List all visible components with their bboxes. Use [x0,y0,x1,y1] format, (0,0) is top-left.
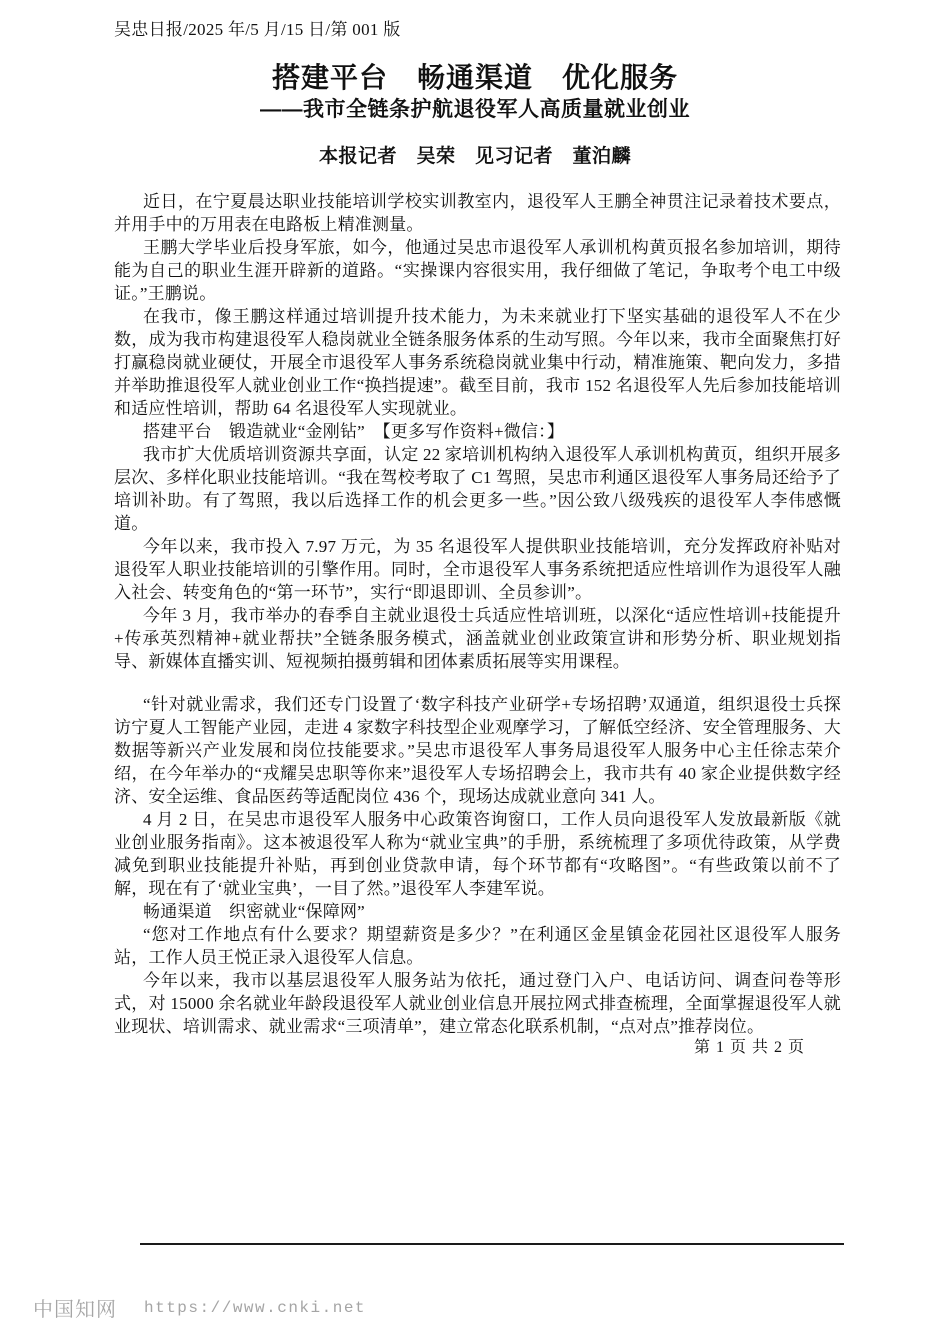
watermark [33,1293,366,1322]
article-byline: 本报记者 吴荣 见习记者 董泊麟 [318,146,631,167]
divider-line [140,1243,844,1245]
section-subhead: 搭建平台 锻造就业“金刚钻” 【更多写作资料+微信：】 [143,422,565,441]
body-paragraph: 4 月 2 日，在吴忠市退役军人服务中心政策咨询窗口，工作人员向退役军人发放最新版《就业创业服务指南》。这本被退役军人称为“就业宝典”的手册，系统梳理了多项优待政策，从学费减免到职业技能提升补贴，再到创业贷款申请，每个环节都有“攻略图”。“有些政策以前不了解，现在有了‘就业宝典’，一目了然。”退役军人李建军说。 [114,810,841,898]
body-paragraph: 我市扩大优质培训资源共享面，认定 22 家培训机构纳入退役军人承训机构黄页，组织开展多层次、多样化职业技能培训。“我在驾校考取了 C1 驾照，吴忠市利通区退役军人事务局还给予了培训补助。有了驾照，我以后选择工作的机会更多一些。”因公致八级残疾的退役军人李伟感慨道。 [114,445,841,533]
body-paragraph: 今年以来，我市以基层退役军人服务站为依托，通过登门入户、电话访问、调查问卷等形式，对 15000 余名就业年龄段退役军人就业创业信息开展拉网式排查梳理，全面掌握退役军人就业现状、培训需求、就业需求“三项清单”，建立常态化联系机制，“点对点”推荐岗位。 [114,971,841,1036]
cnki-brand-text: 中国知网 [33,1299,117,1321]
article-title: 搭建平台 畅通渠道 优化服务 [271,62,678,93]
body-paragraph: 今年 3 月，我市举办的春季自主就业退役士兵适应性培训班，以深化“适应性培训+技能提升+传承英烈精神+就业帮扶”全链条服务模式，涵盖就业创业政策宣讲和形势分析、职业规划指导、新媒体直播实训、短视频拍摄剪辑和团体素质拓展等实用课程。 [114,606,841,671]
body-paragraph: 近日，在宁夏晨达职业技能培训学校实训教室内，退役军人王鹏全神贯注记录着技术要点，并用手中的万用表在电路板上精准测量。 [114,192,841,234]
body-paragraph: 今年以来，我市投入 7.97 万元，为 35 名退役军人提供职业技能培训，充分发挥政府补贴对退役军人职业技能培训的引擎作用。同时，全市退役军人事务系统把适应性培训作为退役军人融入社会、转变角色的“第一环节”，实行“即退即训、全员参训”。 [114,537,841,602]
body-paragraph: “您对工作地点有什么要求？期望薪资是多少？”在利通区金星镇金花园社区退役军人服务站，工作人员王悦正录入退役军人信息。 [114,925,841,967]
article-body [114,190,841,1038]
body-paragraph: 在我市，像王鹏这样通过培训提升技术能力，为未来就业打下坚实基础的退役军人不在少数，成为我市构建退役军人稳岗就业全链条服务体系的生动写照。今年以来，我市全面聚焦打好打赢稳岗就业硬仗，开展全市退役军人事务系统稳岗就业集中行动，精准施策、靶向发力，多措并举助推退役军人就业创业工作“换挡提速”。截至目前，我市 152 名退役军人先后参加技能培训和适应性培训，帮助 64 名退役军人实现就业。 [114,307,841,418]
body-paragraph: 王鹏大学毕业后投身军旅，如今，他通过吴忠市退役军人承训机构黄页报名参加培训，期待能为自己的职业生涯开辟新的道路。“实操课内容很实用，我仔细做了笔记，争取考个电工中级证。”王鹏说。 [114,238,841,303]
section-subhead: 畅通渠道 织密就业“保障网” [143,902,365,921]
article-subtitle: ——我市全链条护航退役军人高质量就业创业 [260,98,690,121]
page-number: 第 1 页 共 2 页 [693,1039,805,1056]
body-paragraph: “针对就业需求，我们还专门设置了‘数字科技产业研学+专场招聘’双通道，组织退役士兵探访宁夏人工智能产业园，走进 4 家数字科技型企业观摩学习，了解低空经济、安全管理服务、大数据等新兴产业发展和岗位技能要求。”吴忠市退役军人事务局退役军人服务中心主任徐志荣介绍，在今年举办的“戎耀吴忠职等你来”退役军人专场招聘会上，我市共有 40 家企业提供数字经济、安全运维、食品医药等适配岗位 436 个，现场达成就业意向 341 人。 [114,695,841,806]
cnki-url-text: https://www.cnki.net [144,1298,367,1317]
publication-info: 吴忠日报/2025 年/5 月/15 日/第 001 版 [114,20,401,39]
